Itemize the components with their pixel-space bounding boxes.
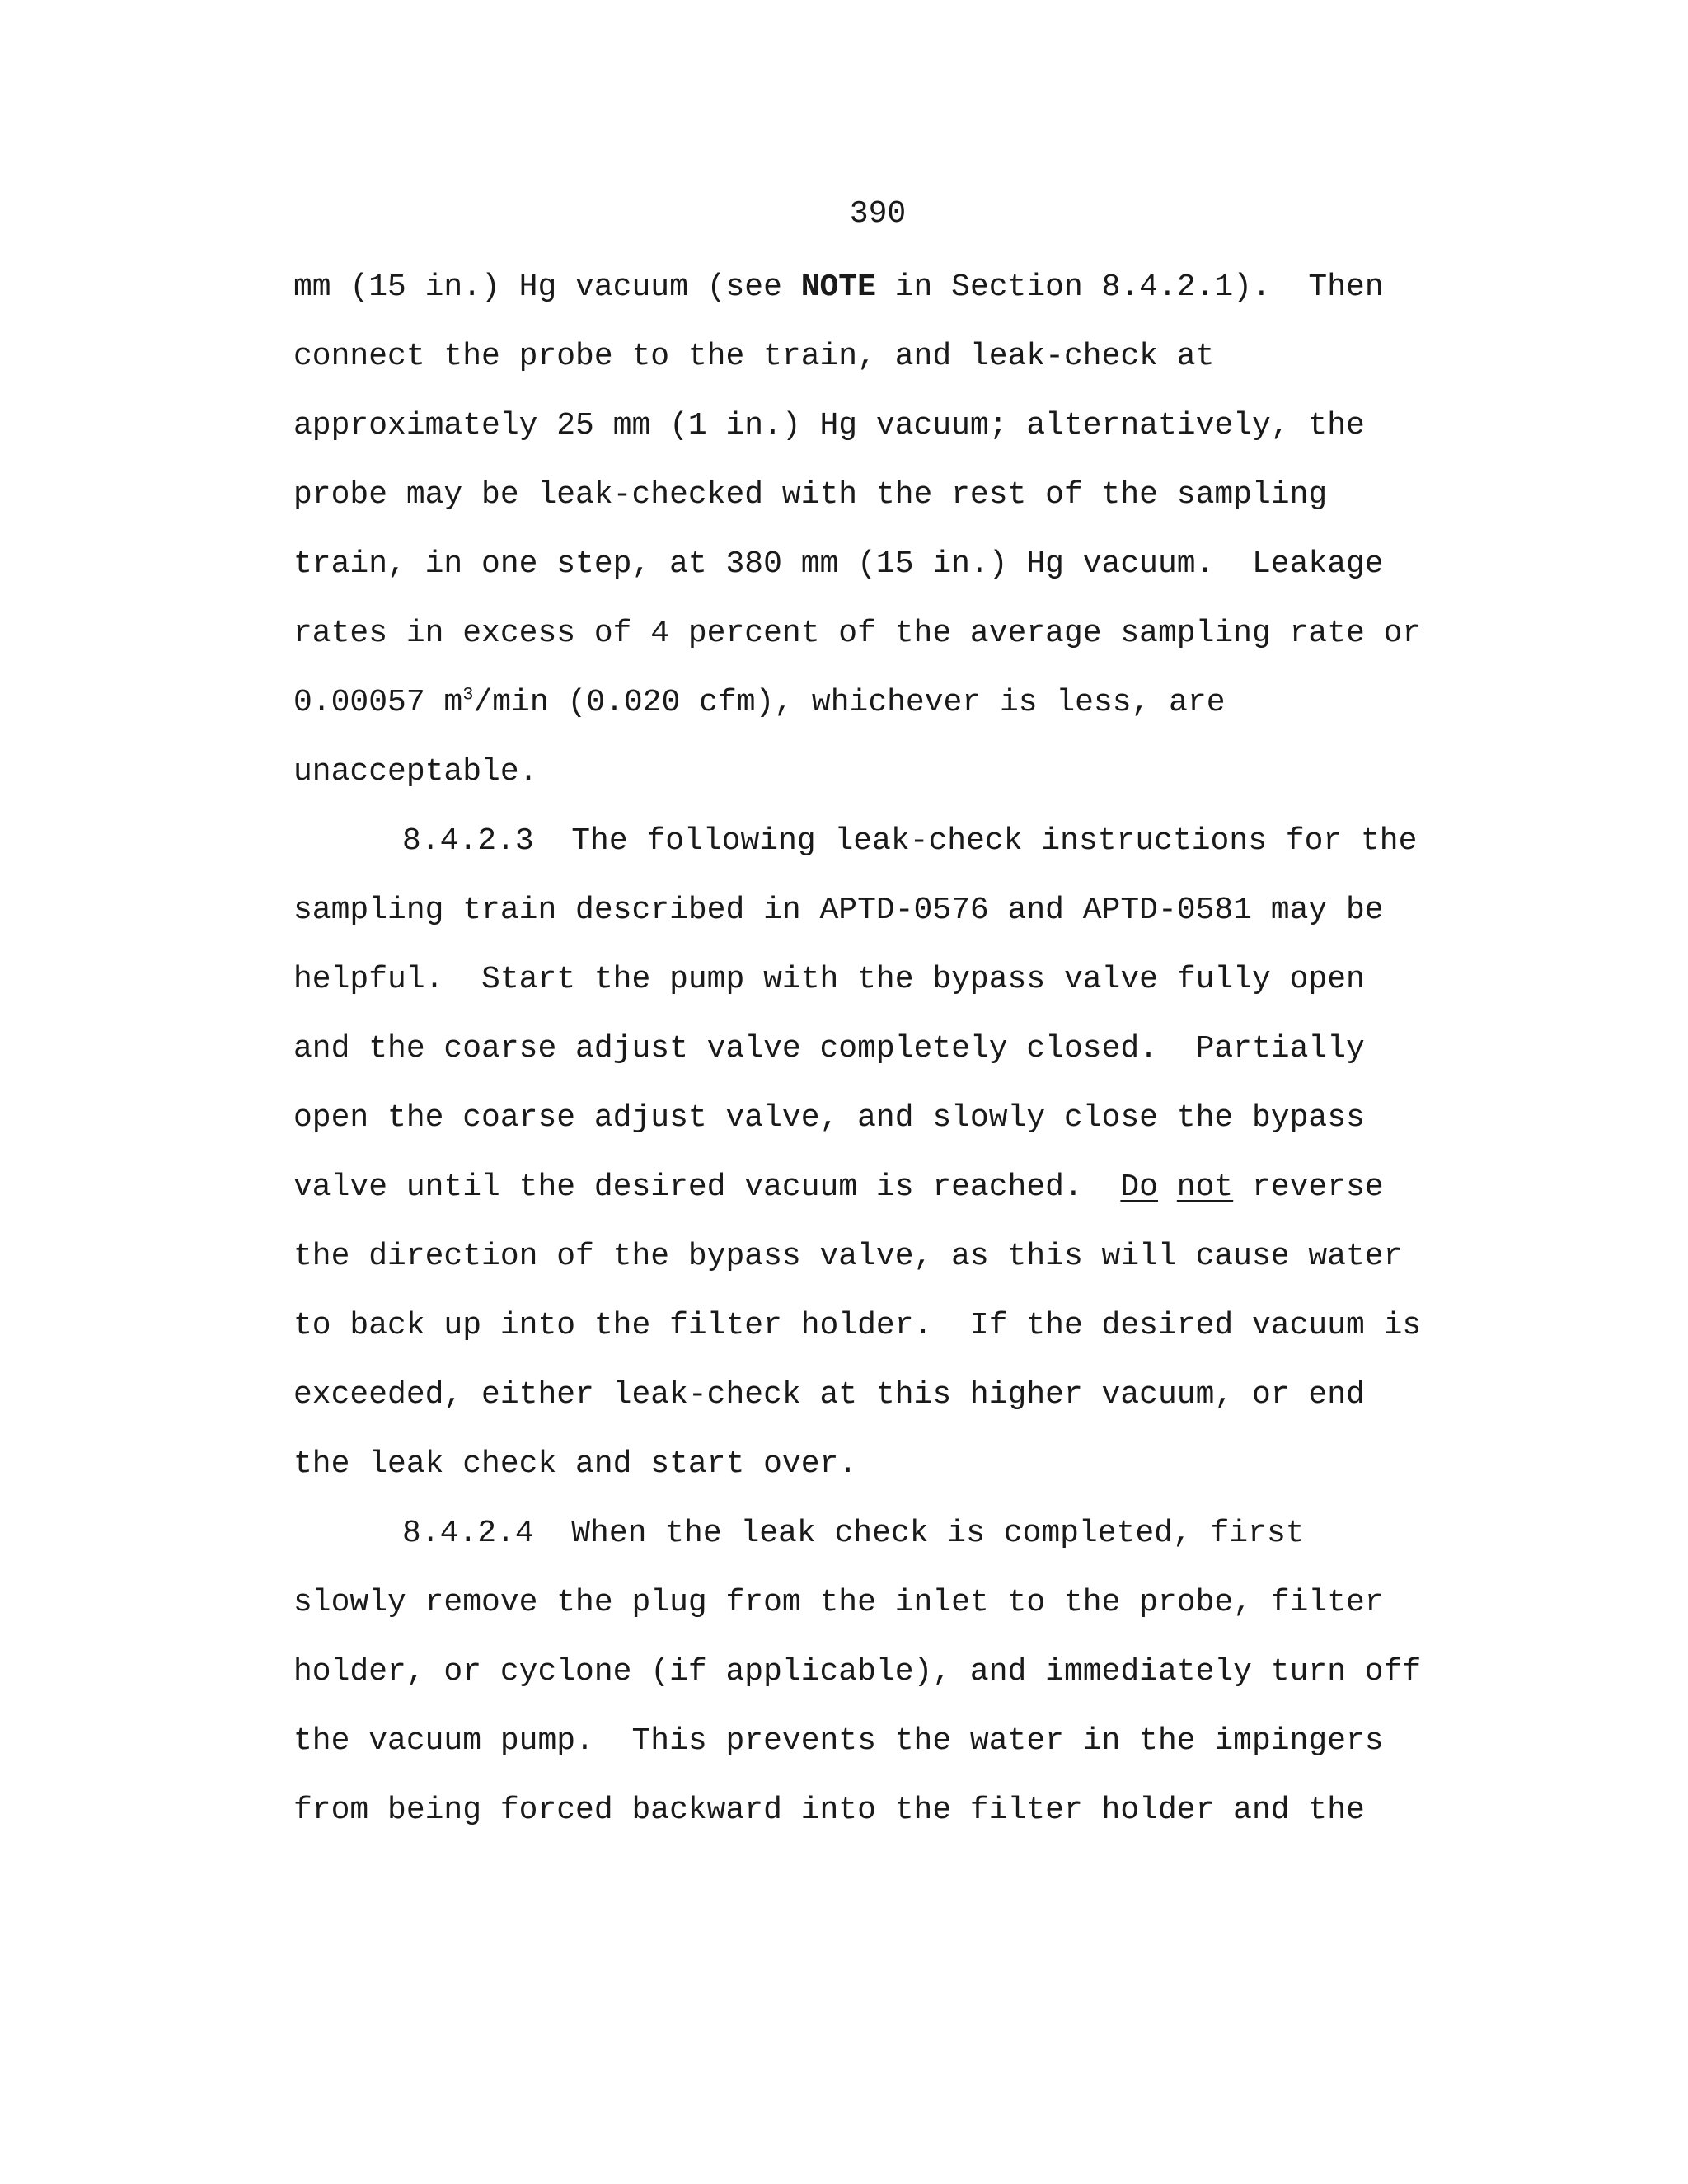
text-line: train, in one step, at 380 mm (15 in.) Hg vacuum. Leakage bbox=[293, 546, 1384, 582]
text-line: helpful. Start the pump with the bypass valve fully open bbox=[293, 962, 1365, 997]
underlined-not: not bbox=[1176, 1169, 1234, 1205]
text-line: open the coarse adjust valve, and slowly close the bypass bbox=[293, 1100, 1365, 1136]
section-8-4-2-3-start: 8.4.2.3 The following leak-check instructions for the bbox=[402, 823, 1418, 859]
text-line: approximately 25 mm (1 in.) Hg vacuum; alternatively, the bbox=[293, 408, 1365, 443]
text-line: probe may be leak-checked with the rest of the sampling bbox=[293, 477, 1328, 513]
text-line: slowly remove the plug from the inlet to the probe, filter bbox=[293, 1585, 1384, 1620]
text-line: from being forced backward into the filter holder and the bbox=[293, 1793, 1365, 1828]
text-segment bbox=[1158, 1169, 1177, 1205]
superscript: 3 bbox=[462, 684, 474, 705]
underlined-do: Do bbox=[1120, 1169, 1158, 1205]
text-segment: reverse bbox=[1233, 1169, 1384, 1205]
text-segment: valve until the desired vacuum is reached. bbox=[293, 1169, 1121, 1205]
text-segment: mm (15 in.) Hg vacuum (see bbox=[293, 269, 801, 305]
text-line: the leak check and start over. bbox=[293, 1446, 858, 1482]
text-line: the vacuum pump. This prevents the water in the impingers bbox=[293, 1723, 1384, 1759]
text-line: unacceptable. bbox=[293, 754, 538, 790]
text-line bbox=[293, 1153, 1530, 1222]
text-segment: in Section 8.4.2.1). Then bbox=[875, 269, 1384, 305]
text-line: holder, or cyclone (if applicable), and immediately turn off bbox=[293, 1654, 1422, 1690]
section-8-4-2-4-start: 8.4.2.4 When the leak check is completed, first bbox=[402, 1516, 1305, 1551]
text-line: to back up into the filter holder. If the desired vacuum is bbox=[293, 1308, 1422, 1343]
text-line bbox=[293, 253, 1530, 322]
text-line: the direction of the bypass valve, as this will cause water bbox=[293, 1239, 1403, 1274]
page-number: 390 bbox=[849, 196, 907, 232]
note-emphasis: NOTE bbox=[800, 269, 876, 305]
text-segment: /min (0.020 cfm), whichever is less, are bbox=[473, 685, 1226, 720]
body-text bbox=[293, 253, 1530, 1845]
text-line bbox=[293, 668, 1530, 738]
text-line: connect the probe to the train, and leak-check at bbox=[293, 339, 1215, 374]
text-line: sampling train described in APTD-0576 and APTD-0581 may be bbox=[293, 893, 1384, 928]
text-line: exceeded, either leak-check at this higher vacuum, or end bbox=[293, 1377, 1365, 1413]
text-line: and the coarse adjust valve completely closed. Partially bbox=[293, 1031, 1365, 1066]
text-segment: 0.00057 m bbox=[293, 685, 463, 720]
text-line: rates in excess of 4 percent of the average sampling rate or bbox=[293, 616, 1422, 651]
